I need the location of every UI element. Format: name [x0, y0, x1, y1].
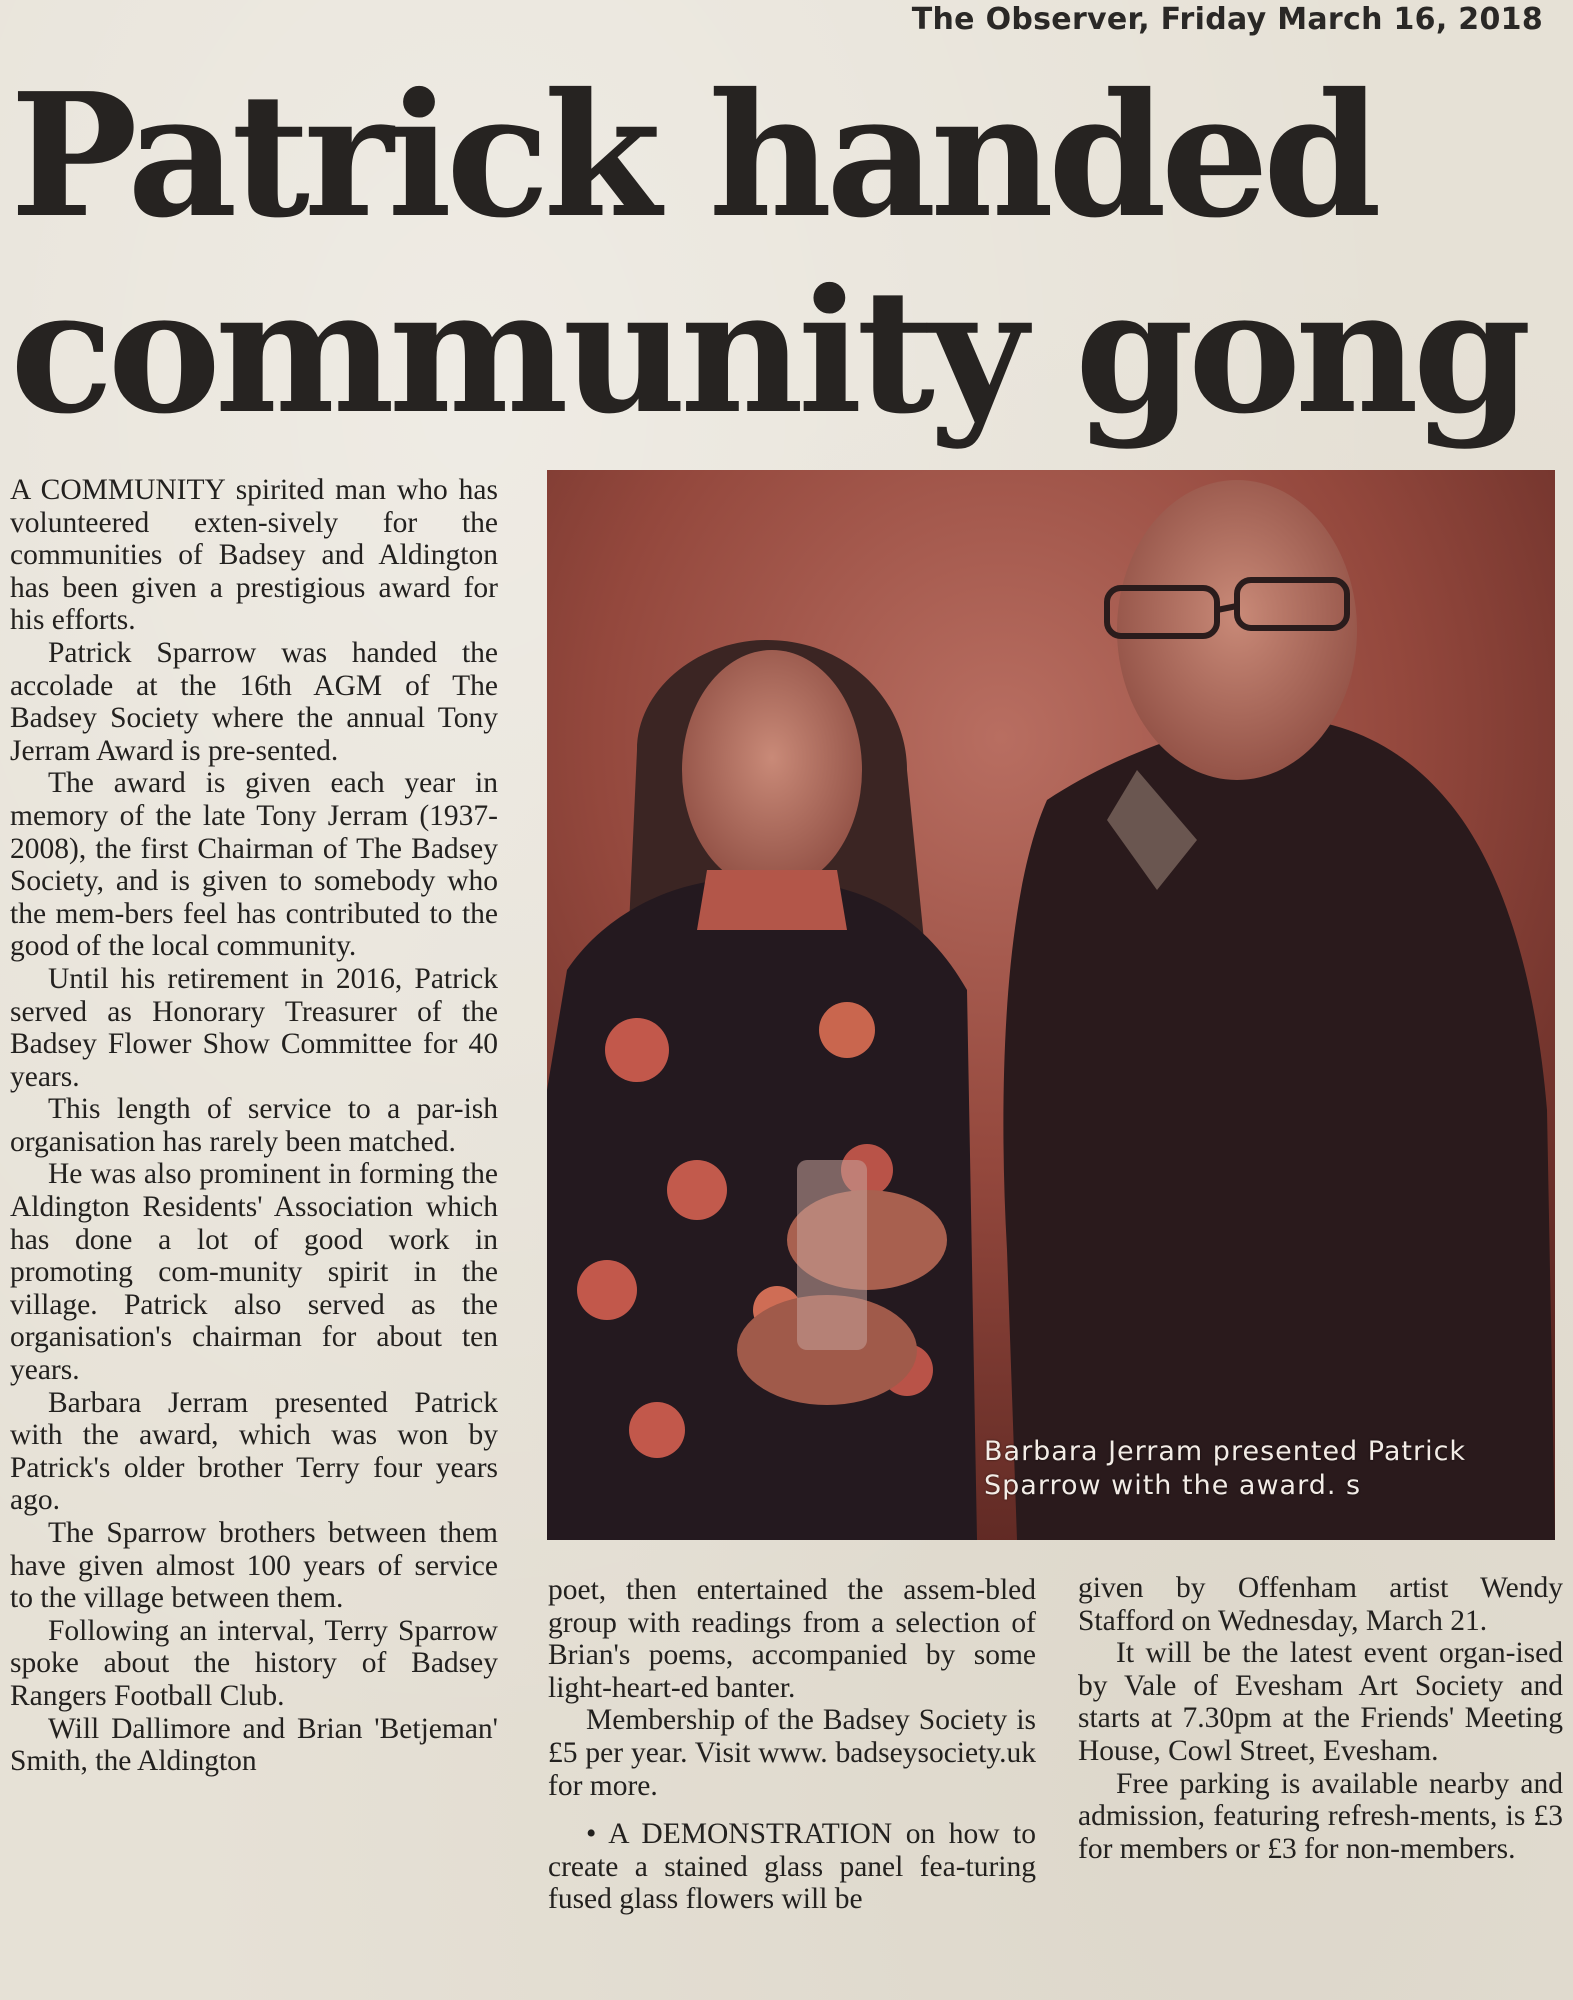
caption-line-2: Sparrow with the award. s: [984, 1470, 1362, 1501]
headline-line-2: community gong: [10, 252, 1526, 452]
article-paragraph: Free parking is available nearby and admission, featuring refresh-ments, is £3 for members or £3 for non-members.: [1078, 1767, 1563, 1865]
photo-caption: [984, 1435, 1544, 1503]
headline: [10, 58, 1526, 450]
article-photo: [547, 470, 1555, 1540]
article-paragraph: It will be the latest event organ-ised by Vale of Evesham Art Society and starts at 7.30pm at the Friends' Meeting House, Cowl Street, Evesham.: [1078, 1637, 1563, 1767]
article-paragraph: The award is given each year in memory of the late Tony Jerram (1937-2008), the first Chairman of The Badsey Society, and is given to somebody who the mem-bers feel has contributed to the good of the local community.: [10, 767, 498, 963]
article-paragraph: This length of service to a par-ish organisation has rarely been matched.: [10, 1093, 498, 1158]
article-column-1: [10, 474, 498, 1778]
article-paragraph: A COMMUNITY spirited man who has volunteered exten-sively for the communities of Badsey and Aldington has been given a prestigious award for his efforts.: [10, 474, 498, 637]
dateline: The Observer, Friday March 16, 2018: [911, 2, 1543, 37]
article-paragraph: Patrick Sparrow was handed the accolade at the 16th AGM of The Badsey Society where the annual Tony Jerram Award is pre-sented.: [10, 636, 498, 767]
article-paragraph: Until his retirement in 2016, Patrick served as Honorary Treasurer of the Badsey Flower Show Committee for 40 years.: [10, 962, 498, 1093]
article-paragraph: Will Dallimore and Brian 'Betjeman' Smith, the Aldington: [10, 1712, 498, 1778]
photo-illustration: [547, 470, 1555, 1540]
article-paragraph: He was also prominent in forming the Aldington Residents' Association which has done a lot of good work in promoting com-munity spirit in the village. Patrick also served as the organisation's chairman for about ten years.: [10, 1158, 498, 1387]
caption-line-1: Barbara Jerram presented Patrick: [984, 1436, 1467, 1467]
headline-line-1: Patrick handed: [10, 56, 1376, 256]
article-paragraph: Barbara Jerram presented Patrick with the award, which was won by Patrick's older brother Terry four years ago.: [10, 1386, 498, 1517]
article-column-2: [548, 1574, 1036, 1916]
article-paragraph: The Sparrow brothers between them have given almost 100 years of service to the village between them.: [10, 1517, 498, 1615]
article-paragraph: given by Offenham artist Wendy Stafford on Wednesday, March 21.: [1078, 1572, 1563, 1637]
article-paragraph: poet, then entertained the assem-bled group with readings from a selection of Brian's poems, accompanied by some light-heart-ed banter.: [548, 1574, 1036, 1704]
article-paragraph: Following an interval, Terry Sparrow spoke about the history of Badsey Rangers Football Club.: [10, 1614, 498, 1712]
article-paragraph: Membership of the Badsey Society is £5 per year. Visit www. badseysociety.uk for more.: [548, 1704, 1036, 1802]
paragraph-gap: [548, 1802, 1036, 1818]
article-column-3: [1078, 1572, 1563, 1865]
article-paragraph: • A DEMONSTRATION on how to create a stained glass panel fea-turing fused glass flowers will be: [548, 1818, 1036, 1916]
